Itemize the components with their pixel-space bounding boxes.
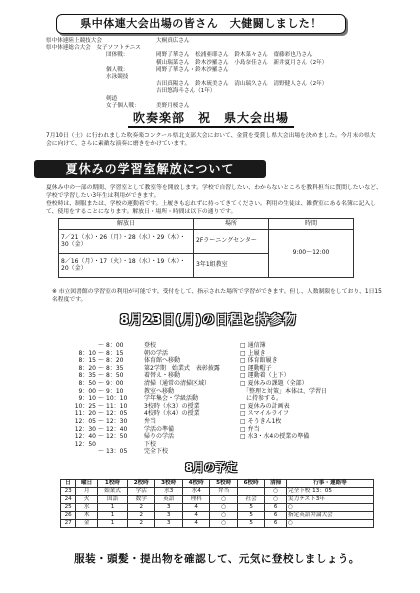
week-cell: 英語 xyxy=(155,496,182,504)
schedule-cell: 〜 xyxy=(97,425,104,433)
athlete-cell xyxy=(106,81,156,88)
item-line: □ 運動着（上下） xyxy=(240,372,290,380)
athlete-cell: 県中体連陸上競技大会 xyxy=(46,38,102,44)
week-cell: ○ xyxy=(287,504,374,512)
week-cell: 5 xyxy=(237,512,264,520)
week-header-cell: 行事・連絡等 xyxy=(287,480,374,488)
week-cell: 数学 xyxy=(128,496,155,504)
august-plan-table xyxy=(60,479,374,528)
week-cell: 4 xyxy=(182,504,209,512)
athlete-cell: 吉田悠海斗さん（1年） xyxy=(156,88,216,95)
aug23-heading: 8月23日(月)の日程と持参物 xyxy=(119,313,297,328)
schedule-cell: 〜 xyxy=(97,417,104,425)
schedule-cell: 12：30 xyxy=(74,425,96,433)
athlete-cell xyxy=(46,52,106,59)
week-header-cell: 1校時 xyxy=(97,480,127,488)
schedule-cell: 登校 xyxy=(144,342,157,349)
athlete-cell xyxy=(156,96,376,103)
item-line: □ スマイルライフ xyxy=(240,410,289,418)
athlete-cell: 岡野了華さん・鈴木沙羅さん xyxy=(156,66,229,73)
week-cell: ○ xyxy=(287,520,374,528)
item-line: □ 通信簿 xyxy=(240,342,266,349)
schedule-cell: 〜 xyxy=(97,387,104,395)
athlete-cell xyxy=(106,60,156,67)
schedule-cell: 8：20 xyxy=(106,357,124,365)
week-header-cell: 3校時 xyxy=(155,480,182,488)
week-header-cell: 曜日 xyxy=(76,480,98,488)
week-cell: 3 xyxy=(155,512,182,520)
schedule-cell: 12：05 xyxy=(106,410,128,418)
schedule-row xyxy=(58,342,220,350)
schedule-cell: 12：50 xyxy=(74,440,96,448)
schedule-row xyxy=(58,365,220,373)
week-cell: 26 xyxy=(61,512,76,520)
schedule-cell: 〜 xyxy=(97,395,104,403)
schedule-cell: 着替え・移動 xyxy=(144,372,181,380)
week-cell: 指定英語弁論大会 xyxy=(287,512,374,520)
week-cell: 6 xyxy=(265,520,287,528)
schedule-cell: 11：10 xyxy=(106,402,128,410)
schedule-row xyxy=(58,350,220,358)
athlete-cell: 美野月桜さん xyxy=(156,102,190,109)
week-cell: 2 xyxy=(128,512,155,520)
schedule-cell: 教室へ移動 xyxy=(144,387,175,395)
schedule-cell: 〜 xyxy=(97,402,104,410)
athlete-row xyxy=(46,103,376,110)
schedule-cell: 11：20 xyxy=(74,410,96,418)
week-cell: 1 xyxy=(97,512,127,520)
item-line: □ 夏休みの計画表 xyxy=(240,402,290,410)
week-cell: ○ xyxy=(265,496,287,504)
athlete-row xyxy=(46,88,376,95)
week-cell xyxy=(237,488,264,496)
schedule-cell: 8：35 xyxy=(106,364,124,372)
schedule-cell: 弁当 xyxy=(144,417,157,425)
week-row xyxy=(61,520,374,528)
study-intro-2: 登校時は、制服または、学校の運動着です。上履きも忘れずに持ってきてください。利用の生徒は、雑費室にある名簿に記入して、使用をすることになります。解放日・場所・時間は以下の通りです。 xyxy=(46,201,376,215)
item-line: □ そうきん1枚 xyxy=(240,417,282,425)
schedule-cell: 学活の準備 xyxy=(144,425,175,433)
schedule-cell: 8：20 xyxy=(78,364,96,372)
schedule-row xyxy=(58,448,220,456)
schedule-cell: 10：10 xyxy=(106,395,128,403)
item-line: □ 体育館履き xyxy=(240,357,278,365)
schedule-cell: 体育館へ移動 xyxy=(144,357,181,365)
study-intro: 夏休み中の一部の期間、学習室として教室等を開放します。学校で自習したい、わからないところを教科担当に質問したいなど、学校で学習したい3年生は利用ができます。 xyxy=(46,185,382,199)
col-header-time: 時間 xyxy=(269,219,354,230)
schedule-cell: 3校時（水3）の授業 xyxy=(144,402,200,410)
week-cell: 完全下校 13：05 xyxy=(287,488,374,496)
schedule-cell: 8：35 xyxy=(78,372,96,380)
schedule-cell: 9：10 xyxy=(106,387,124,395)
week-cell: 6 xyxy=(265,512,287,520)
schedule-cell: 8：00 xyxy=(106,342,124,349)
place-cell: 2Fラーニングセンター xyxy=(194,229,269,253)
schedule-cell: 〜 xyxy=(97,342,104,349)
schedule-row xyxy=(58,410,220,418)
study-schedule-table xyxy=(58,218,354,278)
week-cell: 火 xyxy=(76,496,98,504)
week-cell: 木 xyxy=(76,512,98,520)
week-header-cell: 6校時 xyxy=(237,480,264,488)
athlete-cell xyxy=(46,67,106,74)
schedule-cell xyxy=(58,448,96,456)
schedule-cell: 〜 xyxy=(97,433,104,441)
schedule-row xyxy=(58,433,220,441)
schedule-cell: 〜 xyxy=(97,349,104,357)
week-cell: 23 xyxy=(61,488,76,496)
athlete-cell xyxy=(46,96,106,103)
week-row xyxy=(61,496,374,504)
brass-band-text: 7月10日（土）に行われました吹奏楽コンクール県北支部大会において、金賞を受賞し県大会出場を決めました。今月末の県大会に向けて、さらに素敵な演奏に磨きをかけています。 xyxy=(46,133,376,147)
week-cell: ○ xyxy=(265,488,287,496)
athlete-cell xyxy=(46,60,106,67)
week-cell: 始業式 xyxy=(97,488,127,496)
athlete-cell: 横山瑞菜さん 鈴木沙羅さん 小島奈佳さん 新井夏月さん（2年） xyxy=(156,59,328,66)
athlete-cell: 吉田真陽さん 鈴木琉美さん 清山瑞久さん 清野健人さん（2年） xyxy=(156,81,328,88)
item-line: □ 水3・水4の授業の準備 xyxy=(240,433,310,441)
week-header-cell: 清掃 xyxy=(265,480,287,488)
week-cell: 2 xyxy=(128,504,155,512)
schedule-cell: 9：10 xyxy=(78,395,96,403)
schedule-cell: 12：40 xyxy=(74,433,96,441)
week-cell: 24 xyxy=(61,496,76,504)
tournament-banner: 県中体連大会出場の皆さん 大健闘しました！ xyxy=(56,14,346,34)
week-cell: 水3 xyxy=(155,488,182,496)
week-cell: 弁当 xyxy=(210,488,237,496)
week-cell: 水 xyxy=(76,504,98,512)
week-cell: 5 xyxy=(237,520,264,528)
schedule-cell: 9：00 xyxy=(106,379,124,387)
athlete-row xyxy=(46,60,376,67)
athlete-list xyxy=(46,38,376,110)
schedule-cell: 9：00 xyxy=(78,387,96,395)
item-line: に持参する。 xyxy=(240,395,283,403)
athlete-cell: 岡野了華さん 松浦亜耶さん 鈴木菜々さん 齋藤彩也乃さん xyxy=(156,52,313,59)
schedule-cell: 8：50 xyxy=(106,372,124,380)
week-cell: 5 xyxy=(237,504,264,512)
week-cell: ○ xyxy=(210,496,237,504)
item-line: □ 上履き xyxy=(240,349,266,357)
schedule-cell: 10：25 xyxy=(74,402,96,410)
schedule-cell: 帰りの学活 xyxy=(144,433,175,441)
athlete-row xyxy=(46,52,376,59)
schedule-cell: 12：05 xyxy=(74,417,96,425)
schedule-cell: 〜 xyxy=(97,364,104,372)
schedule-row xyxy=(58,441,220,449)
week-cell: 水4 xyxy=(182,488,209,496)
athlete-cell: 剣道 xyxy=(106,95,118,102)
athlete-cell: 団体戦： xyxy=(106,52,129,59)
week-cell: 3 xyxy=(155,504,182,512)
schedule-cell: 清掃（通常の清掃区域） xyxy=(144,379,211,387)
week-cell: 国語 xyxy=(97,496,127,504)
col-header-place: 場所 xyxy=(194,219,269,230)
schedule-cell: 12：30 xyxy=(106,417,128,425)
week-cell: 実力テスト3年 xyxy=(287,496,374,504)
august-plan-heading: 8月の予定 xyxy=(185,461,237,474)
schedule-cell: 8：15 xyxy=(106,349,124,357)
week-header-cell: 2校時 xyxy=(128,480,155,488)
week-header-cell: 5校時 xyxy=(210,480,237,488)
schedule-cell: 4校時（水4）の授業 xyxy=(144,410,200,418)
schedule-cell: 8：50 xyxy=(78,379,96,387)
week-cell: 2 xyxy=(128,520,155,528)
place-cell: 3年1組教室 xyxy=(194,253,269,277)
schedule-row xyxy=(58,426,220,434)
item-line: 「整理と対策」本体は、学習日 xyxy=(240,387,328,395)
dates-cell: 8／16（月）・17（火）・18（水）・19（木）・20（金） xyxy=(59,253,194,277)
week-cell: 学活 xyxy=(128,488,155,496)
schedule-cell: 〜 xyxy=(97,448,104,456)
athlete-cell xyxy=(106,88,156,95)
schedule-cell: 〜 xyxy=(97,410,104,418)
athlete-cell: 大桐真広さん xyxy=(156,38,190,44)
athlete-cell: 県中体連総合大会 女子ソフトテニス xyxy=(46,45,141,52)
footer-reminder: 服装・頭髪・提出物を確認して、元気に登校しましょう。 xyxy=(74,553,360,565)
week-row xyxy=(61,504,374,512)
time-cell: 9:00〜12:00 xyxy=(269,229,354,277)
col-header-dates: 解放日 xyxy=(59,219,194,230)
week-cell: ○ xyxy=(210,512,237,520)
athlete-cell: 女子個人戦： xyxy=(106,102,140,109)
schedule-cell: 下校 xyxy=(144,440,157,448)
schedule-cell: 12：40 xyxy=(106,425,128,433)
week-cell: 3 xyxy=(155,520,182,528)
schedule-cell xyxy=(96,441,106,449)
athlete-cell xyxy=(46,88,106,95)
schedule-cell: 12：50 xyxy=(106,433,128,441)
athlete-cell: 個人戦： xyxy=(106,66,129,73)
schedule-cell: 13：05 xyxy=(106,448,128,456)
athlete-cell: 水泳競技 xyxy=(106,74,129,81)
week-row xyxy=(61,512,374,520)
week-cell: 理科 xyxy=(182,496,209,504)
week-cell: 4 xyxy=(182,520,209,528)
schedule-cell: 〜 xyxy=(97,379,104,387)
schedule-cell: 第2学期 始業式 表彰披露 xyxy=(144,364,220,372)
week-cell: 27 xyxy=(61,520,76,528)
item-line: □ 運動帽子 xyxy=(240,364,272,372)
week-row xyxy=(61,488,374,496)
week-header-cell: 日 xyxy=(61,480,76,488)
schedule-cell: 完全下校 xyxy=(144,448,169,456)
week-cell: 金 xyxy=(76,520,98,528)
athlete-row xyxy=(46,96,376,103)
athlete-cell xyxy=(46,81,106,88)
week-header-cell: 4校時 xyxy=(182,480,209,488)
athlete-row xyxy=(46,67,376,74)
schedule-cell: 学年集会・学級活動 xyxy=(144,395,199,403)
week-cell: ○ xyxy=(210,504,237,512)
schedule-row xyxy=(58,372,220,380)
schedule-row xyxy=(58,380,220,388)
athlete-cell xyxy=(46,103,106,110)
schedule-cell: 〜 xyxy=(97,357,104,365)
week-cell: 6 xyxy=(265,504,287,512)
schedule-row xyxy=(58,357,220,365)
brass-band-heading: 吹奏楽部 祝 県大会出場 xyxy=(128,110,294,128)
week-cell: 1 xyxy=(97,504,127,512)
library-note: ※ 市立図書館の学習室の利用が可能です。受付をして、指示された場所で学習ができます。但し、人数制限をしており、1日15名程度です。 xyxy=(52,289,382,303)
aug23-items-list xyxy=(240,342,327,441)
week-cell: ○ xyxy=(210,520,237,528)
schedule-cell: 8：15 xyxy=(78,357,96,365)
week-cell: 月 xyxy=(76,488,98,496)
schedule-cell xyxy=(58,342,96,350)
week-cell: 1 xyxy=(97,520,127,528)
item-line: □ 弁当 xyxy=(240,425,260,433)
schedule-cell: 〜 xyxy=(97,372,104,380)
week-cell: 25 xyxy=(61,504,76,512)
study-room-heading: 夏休みの学習室解放について xyxy=(34,160,266,178)
schedule-row xyxy=(58,395,220,403)
schedule-cell: 朝の学活 xyxy=(144,349,169,357)
athlete-cell xyxy=(46,74,106,81)
aug23-timeline xyxy=(58,342,220,456)
week-cell: 社会 xyxy=(237,496,264,504)
dates-cell: 7／21（水）・26（月）・28（水）・29（木）・30（金） xyxy=(59,229,194,253)
item-line: □ 夏休みの課題（全部） xyxy=(240,379,308,387)
schedule-row xyxy=(58,418,220,426)
schedule-cell: 8：10 xyxy=(78,349,96,357)
week-cell: 4 xyxy=(182,512,209,520)
schedule-cell xyxy=(106,441,144,449)
